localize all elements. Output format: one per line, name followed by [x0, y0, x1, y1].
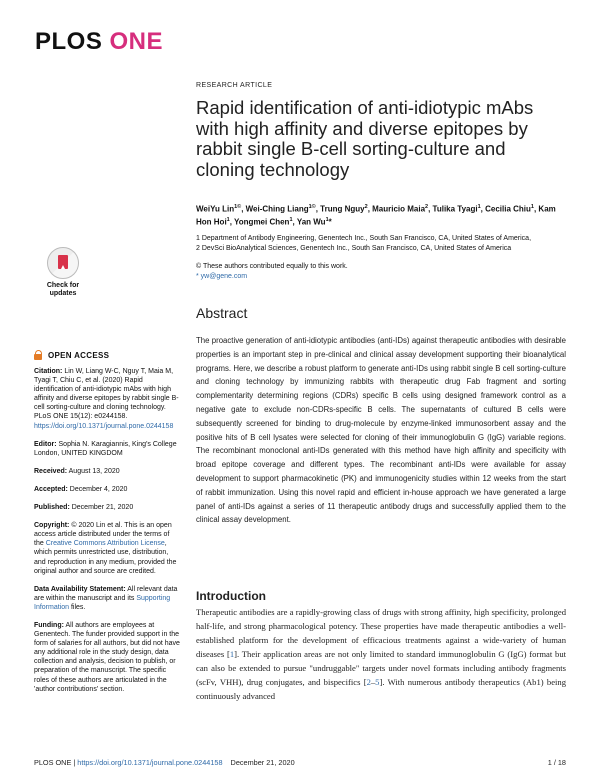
accepted-label: Accepted: — [34, 485, 68, 493]
data-availability-text: All relevant data are within the manuscript and its — [34, 585, 178, 602]
check-updates-label: Check for updates — [46, 282, 80, 297]
accepted-block — [34, 485, 180, 494]
author-notes — [196, 262, 566, 282]
open-access-badge — [34, 350, 109, 360]
footer-journal: PLOS ONE — [34, 758, 72, 767]
data-availability-text-end: files. — [69, 603, 86, 611]
equal-contribution-note: © These authors contributed equally to this work. — [196, 263, 348, 270]
page-number: 1 / 18 — [547, 758, 566, 767]
published-label: Published: — [34, 504, 70, 512]
journal-logo — [35, 28, 163, 56]
author-list: WeiYu Lin$^{1©}$, Wei-Ching Liang$^{1©}$, Trung Nguy$^2$, Mauricio Maia$^2$, Tulika Tyagi$^1$, Cecilia Chiu$^1$, Kam Hon Hoi$^1$, Yongmei Chen$^1$, Yan Wu$^1$* — [196, 204, 556, 227]
corresponding-email-link[interactable]: * yw@gene.com — [196, 273, 248, 280]
funding-text: All authors are employees at Genentech. The funder provided support in the form of salaries for all authors, but did not have any additional role in the study design, data collection and analysis, decision to publish, or preparation of the manuscript. The specific roles of these authors are articulated in the 'author contributions' section. — [34, 621, 180, 693]
footer-date: December 21, 2020 — [230, 758, 295, 767]
citation-block — [34, 367, 180, 431]
published-block — [34, 503, 180, 512]
affiliation-2: 2 DevSci BioAnalytical Sciences, Genentech Inc., South San Francisco, CA, United States of America — [196, 245, 512, 252]
citation-label: Citation: — [34, 368, 63, 375]
page-footer — [34, 758, 566, 767]
check-for-updates-badge[interactable] — [38, 247, 88, 301]
accepted-date: December 4, 2020 — [69, 485, 128, 493]
citation-text: Lin W, Liang W-C, Nguy T, Maia M, Tyagi T, Chiu C, et al. (2020) Rapid identification of anti-idiotypic mAbs with high affinity and diverse epitopes by rabbit single B-cell sorting-culture and cloning technology. PLoS ONE 15(12): e0244158. — [34, 368, 179, 421]
editor-text: Sophia N. Karagiannis, King's College London, UNITED KINGDOM — [34, 440, 177, 457]
data-availability-block — [34, 585, 180, 612]
citation-doi-link[interactable]: https://doi.org/10.1371/journal.pone.0244158 — [34, 422, 174, 430]
received-date: August 13, 2020 — [68, 467, 120, 475]
open-access-label: OPEN ACCESS — [48, 350, 110, 360]
funding-block — [34, 621, 180, 694]
funding-label: Funding: — [34, 621, 64, 629]
footer-doi-link[interactable]: https://doi.org/10.1371/journal.pone.0244158 — [77, 758, 223, 767]
editor-block — [34, 440, 180, 458]
abstract-heading: Abstract — [196, 305, 248, 321]
logo-plos: PLOS — [35, 28, 103, 55]
introduction-text: Therapeutic antibodies are a rapidly-growing class of drugs with strong affinity, high specificity, prolonged half-life, and strong pharmacological potency. These properties have made therapeutic antibodies a well-established platform for the development of efficacious treatments against a wide-variety of human diseases [1]. Their application areas are not only limited to standard immunoglobulin G (IgG) format but can also be extended to pursue "undruggable" targets under novel formats including antibody fragments (scFv, VHH), drug conjugates, and bispecifics [2–5]. With numerous antibody therapeutics (Ab1) being continuously advanced — [196, 607, 566, 701]
data-availability-label: Data Availability Statement: — [34, 585, 126, 593]
received-block — [34, 467, 180, 476]
logo-one: ONE — [109, 28, 164, 55]
affiliations — [196, 234, 566, 254]
copyright-label: Copyright: — [34, 522, 70, 530]
article-title: Rapid identification of anti-idiotypic mAbs with high affinity and diverse epitopes by rabbit single B-cell sorting-culture and cloning technology — [196, 97, 534, 180]
copyright-text: © 2020 Lin et al. This is an open access article distributed under the terms of the — [34, 522, 172, 548]
supporting-info-link[interactable]: Supporting Information — [34, 594, 171, 611]
bookmark-icon — [47, 247, 79, 279]
received-label: Received: — [34, 467, 68, 475]
article-info-sidebar — [34, 367, 180, 703]
article-type: RESEARCH ARTICLE — [196, 82, 273, 89]
editor-label: Editor: — [34, 440, 57, 448]
license-link[interactable]: Creative Commons Attribution License — [45, 540, 165, 548]
footer-left: PLOS ONE | https://doi.org/10.1371/journal.pone.0244158 December 21, 2020 — [34, 758, 295, 767]
abstract-text: The proactive generation of anti-idiotypic antibodies (anti-IDs) against therapeutic antibodies with desirable properties is an important step in pre-clinical and clinical assay development supporting their bioanalytical programs. Here, we describe a robust platform to generate anti-IDs using rabbit single B cell sorting-culture and cloning technology by immunizing rabbits with therapeutic drug Fab fragment and sorting complementarity determining regions (CDRs) specific B cells using designed framework control as a negative gate to exclude non-CDRs-specific B cells. The supernatants of cultured B cells were subsequently screened for binding to drug-molecule by enzyme-linked immunosorbent assay and the positive hits of B cell lysates were selected for cloning of their immunoglobulin G (IgG) variable regions. The recombinant monoclonal anti-IDs generated with this method have high affinity and specificity with broad epitope coverage and different types. The recombinant anti-IDs were available for assay development to support pharmacokinetic (PK) and immunogenicity studies within 12 weeks from the start of rabbit immunization. Using this novel rapid and efficient in-house approach we have generated a large panel of anti-IDs against a series of 11 therapeutic antibody drugs and successfully applied them to the clinical assay development. — [196, 336, 566, 525]
affiliation-1: 1 Department of Antibody Engineering, Genentech Inc., South San Francisco, CA, United States of America, — [196, 235, 532, 242]
copyright-text-end: , which permits unrestricted use, distribution, and reproduction in any medium, provided the original author and source are credited. — [34, 540, 177, 575]
open-lock-icon — [34, 350, 43, 360]
copyright-block — [34, 521, 180, 576]
published-date: December 21, 2020 — [71, 504, 134, 512]
introduction-heading: Introduction — [196, 589, 266, 603]
